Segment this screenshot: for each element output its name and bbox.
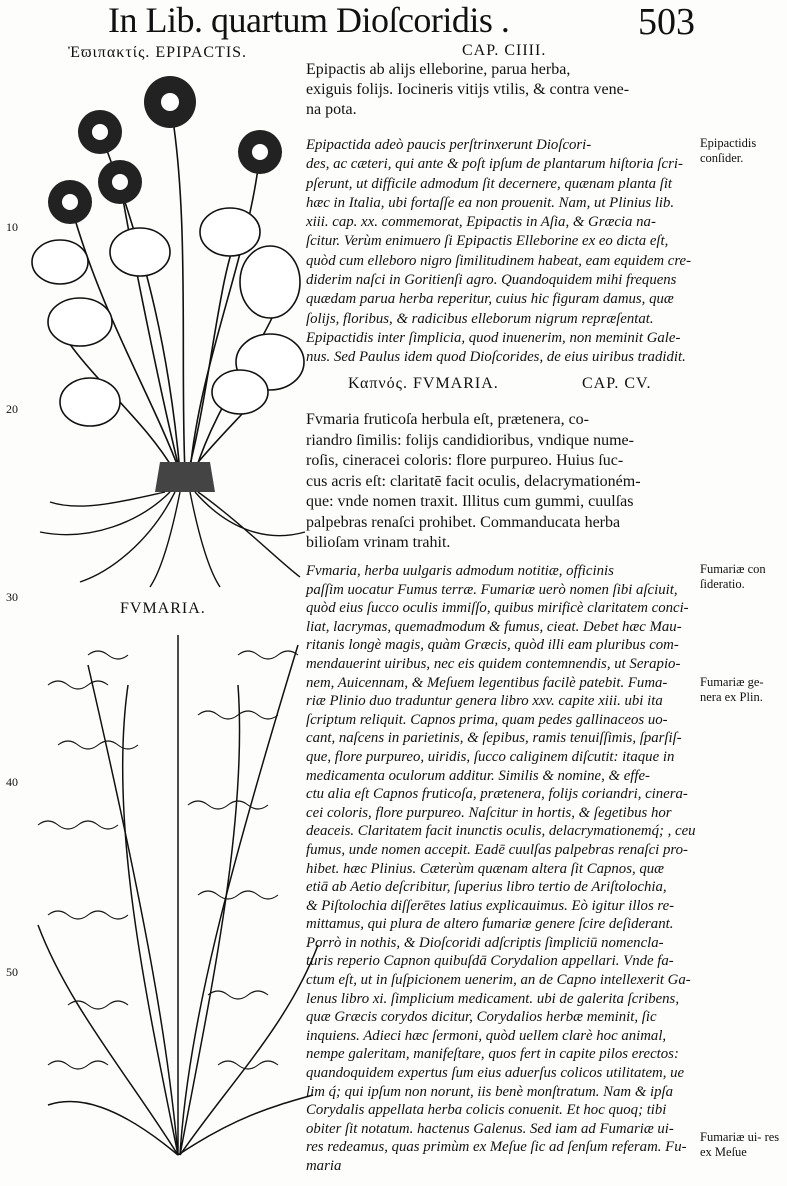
line-number: 50 [6,965,18,979]
text-line: Epipactis ab alijs elleborine, parua herba, [306,61,571,78]
text-line: diderim naſci in Goritienſi agro. Quandoquidem mihi frequens [306,272,677,289]
page-number: 503 [638,1,695,43]
running-head: In Lib. quartum Dioſcoridis . [108,0,510,40]
text-line: ctum eſt, ut in ſuſpicionem uenerim, an de Capno intellexerit Ga- [306,972,691,989]
line-number: 20 [6,402,18,416]
text-line: hæc in Italia, ubi fortaſſe ea non prouenit. Nam, ut Plinius lib. [306,194,675,211]
text-line: que: vnde nomen traxit. Illitus cum gummi, cuulſas [306,493,634,510]
text-line: etiā ab Aetio deſcribitur, ſuperius libro tertio de Ariſtolochia, [306,879,667,896]
epipactis-text [306,60,686,120]
margin-note: Fumariæ con ſideratio. [700,562,766,591]
text-line: Epipactida adeò paucis perſtrinxerunt Dioſcori- [306,137,592,153]
line-number: 30 [6,590,18,604]
text-line: des, ac cæteri, qui ante & poſt ipſum de plantarum hiſtoria ſcri- [306,156,683,173]
text-line: exiguis folijs. Iocineris vitijs vtilis, & contra vene- [306,81,630,98]
line-number: 40 [6,775,18,789]
text-line: quòd cum elleboro nigro ſimilitudinem habeat, eam equidem cre- [306,252,692,269]
text-line: ſolijs, floribus, & radicibus elleborum nigrum repræſentat. [306,310,654,327]
text-line: cei coloris, flore purpureo. Naſcitur in hortis, & ſegetibus hor [306,804,672,821]
text-line: que, flore purpureo, uiridis, ſucco caliginem diſcutit: itaque in [306,748,675,765]
fumaria-label: FVMARIA. [120,600,206,617]
text-line: palpebras renaſci prohibet. Commanducata herba [306,513,621,531]
text-line: Fvmaria, herba uulgaris admodum notitiæ, officinis [306,563,614,579]
text-line: nus. Sed Paulus idem quod Dioſcorides, de eius uiribus tradidit. [306,349,686,366]
line-number: 10 [6,220,18,234]
chapter-heading: CAP. CIIII. [462,42,547,59]
text-line: medicamenta oculorum additur. Similis & nomine, & effe- [306,767,650,784]
text-line: cant, naſcens in parietinis, & ſepibus, ramis tenuiſſimis, ſparſiſ- [306,730,682,747]
text-line: quædam parua herba reperitur, cuius hic figuram damus, quæ [306,291,674,308]
text-line: pſerunt, ut difficile admodum ſit decernere, quænam planta ſit [306,175,673,192]
text-line: xiii. cap. xx. commemorat, Epipactis in Aſia, & Græcia na- [306,214,656,231]
text-line: riæ Plinio duo traduntur genera libro xxv. capite xiii. ubi ita [306,693,663,710]
text-line: paſſim uocatur Fumus terræ. Fumariæ uerò nomen ſibi aſciuit, [306,581,678,598]
text-line: bilioſam vrinam trahit. [306,534,451,551]
epipactis-label: Ἐϖιπακτίς. EPIPACTIS. [68,44,248,61]
fumaria-commentary [306,562,696,1176]
margin-note: Fumariæ ui- res ex Meſue [700,1130,780,1159]
text-line: maria [306,1158,342,1174]
text-line: roſis, cineracei coloris: flore purpureo. Huius ſuc- [306,452,624,469]
text-line: mittamus, qui plura de altero fumariæ genere ſcire deſiderant. [306,916,674,933]
text-line: ſcriptum reliquit. Capnos prima, quam pedes gallinaceos uo- [306,711,668,728]
chapter-title: Καπνός. FVMARIA. [348,375,499,392]
chapter-heading: CAP. CV. [582,375,652,392]
text-line: Fvmaria fruticoſa herbula eſt, prætenera, co- [306,411,589,428]
fumaria-woodcut [28,625,328,1165]
text-line: obiter ſit notatum. hactenus Galenus. Sed iam ad Fumariæ ui- [306,1120,674,1137]
text-line: quæ Græcis corydos dicitur, Corydalios herbæ meminit, ſic [306,1009,657,1026]
text-line: liat, lacrymas, quemadmodum & fumus, cieat. Debet hæc Mau- [306,618,682,635]
text-line: lim q́; qui ipſum non norunt, iis benè monſtratum. Nam & ipſa [306,1083,674,1100]
text-line: Epipactidis inter ſimplicia, quod inuenerim, non meminit Gale- [306,329,681,346]
text-line: nem, Auicennam, & Meſuem legentibus facilè patebit. Fuma- [306,674,668,691]
text-line: cus acris eſt: claritatē facit oculis, delacrymationém- [306,472,641,490]
text-line: inquiens. Adieci hæc ſermoni, quòd uellem clarè hoc animal, [306,1027,667,1044]
text-line: ritanis longè magis, quàm Græcis, quòd illi eam pluribus com- [306,637,679,654]
text-line: fumus, unde nomen accepit. Eadē cuulſas palpebras renaſci pro- [306,841,688,858]
text-line: hibet. hæc Plinius. Cæterùm quænam altera ſit Capnos, quæ [306,860,665,877]
text-line: lenus libro xi. ſimplicium medicament. ubi de galerita ſcribens, [306,990,680,1007]
text-line: Porrò in nothis, & Dioſcoridi adſcriptis ſimpliciū nomencla- [306,934,664,951]
text-line: riandro ſimilis: folijs candidioribus, vndique nume- [306,431,634,449]
text-line: deaceis. Claritatem facit inunctis oculis, delacrymationemq́; , ceu [306,823,696,840]
margin-note: Epipactidis conſider. [700,136,757,165]
text-line: ctu alia eſt Capnos fruticoſa, prætenera, folijs coriandri, cinera- [306,786,688,803]
text-line: turis reperio Capnon quibuſdā Corydalion appellari. Vnde fa- [306,953,674,970]
text-line: quandoquidem expertus ſum eius aduerſus colicos utilitatem, ue [306,1065,685,1082]
text-line: res redeamus, quas primùm ex Meſue ſic ad ſenſum referam. Fu- [306,1139,687,1156]
margin-note: Fumariæ ge- nera ex Plin. [700,675,764,704]
text-line: ſcitur. Verùm enimuero ſi Epipactis Elleborine ex eo dicta eſt, [306,233,669,250]
epipactis-commentary [306,136,692,368]
epipactis-woodcut [20,62,310,592]
text-line: mendauerint uiribus, nec eis quidem contemnendis, ut Serapio- [306,655,681,672]
fumaria-text [306,410,686,554]
text-line: quòd eius ſucco oculis immiſſo, quibus mirificè claritatem conci- [306,600,689,617]
text-line: nempe galeritam, manifeſtare, quos fert in capite pilos erectos: [306,1046,679,1063]
text-line: Corydalis appellata herba colicis conuenit. Et hoc quoq; tibi [306,1102,667,1119]
text-line: & Piſtolochia diſſerētes latius explicauimus. Eò igitur illos re- [306,897,675,914]
text-line: na pota. [306,101,357,118]
